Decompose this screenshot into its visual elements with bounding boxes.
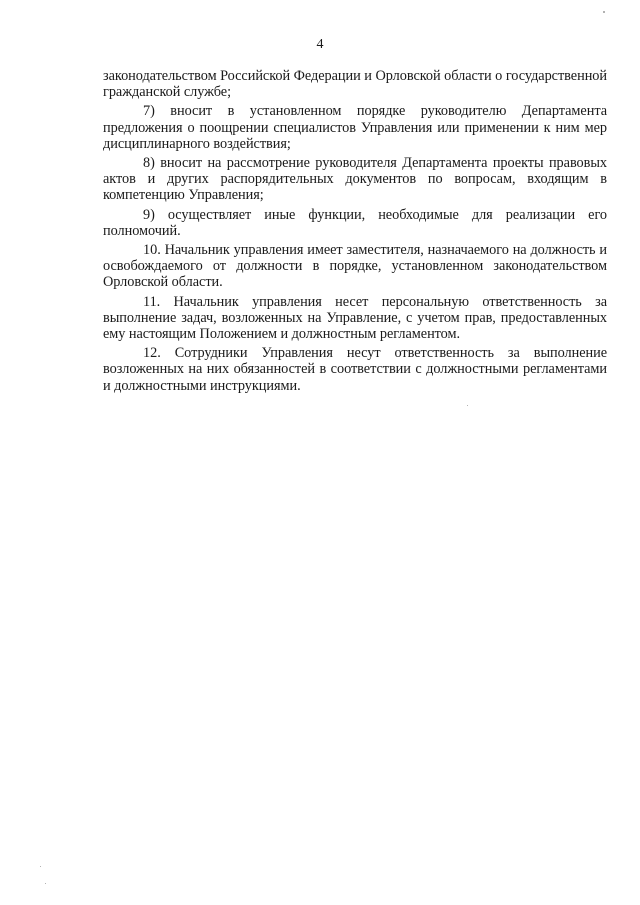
paragraph-item-9: 9) осуществляет иные функции, необходимые для реализации его полномочий.	[103, 206, 607, 239]
paragraph-item-10: 10. Начальник управления имеет заместителя, назначаемого на должность и освобождаемого от должности в порядке, установленном законодательством Орловской области.	[103, 242, 607, 291]
paragraph-item-12: 12. Сотрудники Управления несут ответственность за выполнение возложенных на них обязанностей в соответствии с должностными регламентами и должностными инструкциями.	[103, 345, 607, 394]
scan-speck	[603, 11, 605, 13]
scan-speck	[40, 866, 41, 867]
paragraph-item-7: 7) вносит в установленном порядке руководителю Департамента предложения о поощрении специалистов Управления или применении к ним мер дисциплинарного воздействия;	[103, 103, 607, 152]
paragraph-item-11: 11. Начальник управления несет персональную ответственность за выполнение задач, возложенных на Управление, с учетом прав, предоставленных ему настоящим Положением и должностным регламентом.	[103, 293, 607, 343]
paragraph-continuation: законодательством Российской Федерации и Орловской области о государственной гражданской службе;	[103, 68, 607, 101]
document-body	[103, 68, 607, 397]
scan-speck	[467, 405, 468, 406]
paragraph-item-8: 8) вносит на рассмотрение руководителя Департамента проекты правовых актов и других распорядительных документов по вопросам, входящим в компетенцию Управления;	[103, 155, 607, 204]
scan-speck	[45, 883, 46, 884]
page-number: 4	[316, 37, 324, 52]
